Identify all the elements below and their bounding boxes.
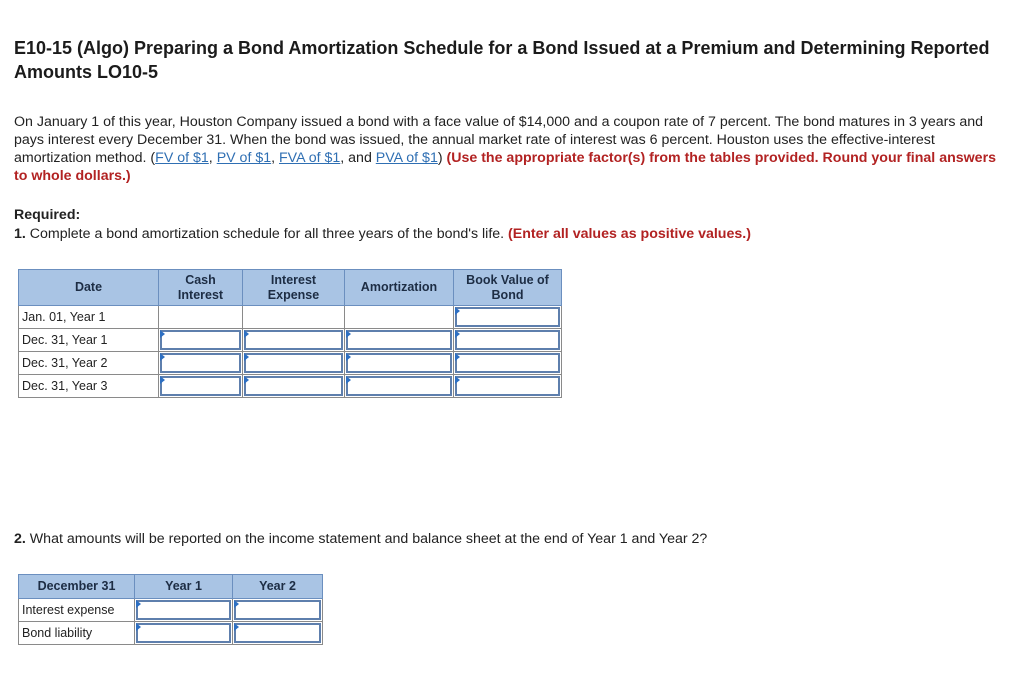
required-label: Required: [14,207,81,223]
input-flag-icon [136,623,141,631]
row-label: Interest expense [19,599,135,622]
fv-link[interactable]: FV of $1 [155,150,209,166]
empty-cell [243,306,345,329]
input-box[interactable] [160,330,241,350]
question-1-number: 1. [14,226,26,242]
table-row [19,329,562,352]
question-2-number: 2. [14,531,26,547]
year-1-input[interactable] [135,622,233,645]
reported-amounts-table [18,574,323,645]
pv-link[interactable]: PV of $1 [216,150,272,166]
input-flag-icon [244,376,249,384]
intro-text: On January 1 of this year, Houston Company issued a bond with a face value of $14,000 and a coupon rate of 7 percent. The bond matures in 3 years and pays interest every December 31. When the bond was issued, the annual market rate of interest was 6 percent. Houston uses the effective-interest amortization method. ( [14,114,984,166]
table-row [19,375,562,398]
page-title: E10-15 (Algo) Preparing a Bond Amortization Schedule for a Bond Issued at a Premium and Determining Reported Amounts LO10-5 [14,38,990,82]
input-box[interactable] [455,376,560,396]
input-box[interactable] [346,376,452,396]
amortization-input[interactable] [345,352,454,375]
input-flag-icon [160,330,165,338]
row-date: Jan. 01, Year 1 [19,306,159,329]
row-date: Dec. 31, Year 2 [19,352,159,375]
input-flag-icon [234,600,239,608]
input-box[interactable] [244,376,343,396]
input-box[interactable] [136,623,231,643]
input-flag-icon [455,330,460,338]
cash-interest-input[interactable] [159,352,243,375]
header-cash-interest: Cash Interest [159,270,243,306]
input-flag-icon [346,376,351,384]
amortization-table [18,269,562,398]
interest-expense-input[interactable] [243,329,345,352]
input-box[interactable] [346,353,452,373]
input-flag-icon [136,600,141,608]
header-december-31: December 31 [19,575,135,599]
input-box[interactable] [160,353,241,373]
intro-separator: , and [340,150,376,166]
input-flag-icon [346,330,351,338]
input-flag-icon [160,376,165,384]
book-value-input[interactable] [454,329,562,352]
amortization-input[interactable] [345,329,454,352]
question-2 [14,530,1004,548]
table-row [19,352,562,375]
row-date: Dec. 31, Year 3 [19,375,159,398]
input-box[interactable] [234,600,321,620]
question-1 [14,225,1004,243]
book-value-input[interactable] [454,306,562,329]
question-1-note: (Enter all values as positive values.) [508,226,751,242]
year-2-input[interactable] [233,622,323,645]
problem-intro [14,113,1004,185]
interest-expense-input[interactable] [243,375,345,398]
intro-separator: , [208,150,217,166]
table-row [19,599,323,622]
input-box[interactable] [160,376,241,396]
input-box[interactable] [455,307,560,327]
table-header-row [19,270,562,306]
book-value-input[interactable] [454,352,562,375]
empty-cell [345,306,454,329]
input-box[interactable] [455,353,560,373]
input-flag-icon [244,353,249,361]
input-flag-icon [455,307,460,315]
input-flag-icon [234,623,239,631]
header-amortization: Amortization [345,270,454,306]
question-2-text: What amounts will be reported on the income statement and balance sheet at the end of Year 1 and Year 2? [25,531,708,547]
row-date: Dec. 31, Year 1 [19,329,159,352]
pva-link[interactable]: PVA of $1 [375,150,438,166]
table-row [19,306,562,329]
input-box[interactable] [136,600,231,620]
input-box[interactable] [455,330,560,350]
intro-separator: , [271,150,280,166]
header-year-1: Year 1 [135,575,233,599]
header-year-2: Year 2 [233,575,323,599]
intro-close-paren: ) [437,150,447,166]
input-box[interactable] [244,330,343,350]
input-flag-icon [455,376,460,384]
header-interest-expense: Interest Expense [243,270,345,306]
table-row [19,622,323,645]
cash-interest-input[interactable] [159,375,243,398]
row-label: Bond liability [19,622,135,645]
book-value-input[interactable] [454,375,562,398]
empty-cell [159,306,243,329]
amortization-input[interactable] [345,375,454,398]
input-box[interactable] [234,623,321,643]
input-flag-icon [455,353,460,361]
instruction-note: (Use the appropriate factor(s) from the tables provided. Round your final answers to whole dollars.) [14,150,996,184]
header-date: Date [19,270,159,306]
input-flag-icon [244,330,249,338]
year-2-input[interactable] [233,599,323,622]
cash-interest-input[interactable] [159,329,243,352]
header-book-value: Book Value of Bond [454,270,562,306]
interest-expense-input[interactable] [243,352,345,375]
fva-link[interactable]: FVA of $1 [279,150,341,166]
year-1-input[interactable] [135,599,233,622]
input-flag-icon [160,353,165,361]
table-header-row [19,575,323,599]
input-box[interactable] [346,330,452,350]
input-flag-icon [346,353,351,361]
question-1-text: Complete a bond amortization schedule for all three years of the bond's life. [25,226,509,242]
input-box[interactable] [244,353,343,373]
